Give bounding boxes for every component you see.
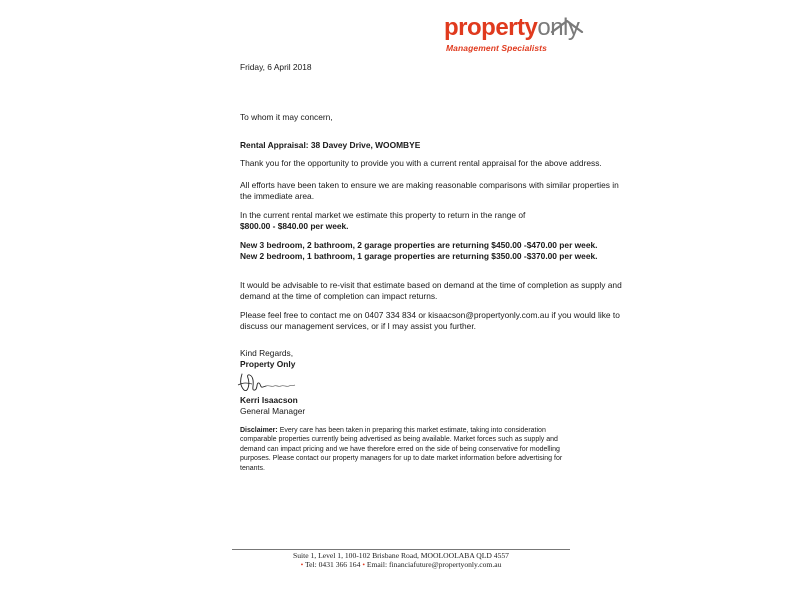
- footer-divider: [232, 549, 570, 550]
- house-roof-icon: [550, 19, 584, 33]
- handwritten-signature: [236, 370, 298, 394]
- disclaimer-label: Disclaimer:: [240, 427, 278, 434]
- letter-date: Friday, 6 April 2018: [240, 62, 312, 72]
- disclaimer-text: Every care has been taken in preparing this market estimate, taking into consideration comparable properties currently being advertised as being available. Market forces such as supply and demand can impact pricing and we have therefore erred on the side of being conservative for modelling purposes. Please contact our property managers for up to date market information before advertising for tenants.: [240, 427, 563, 472]
- paragraph-thanks: Thank you for the opportunity to provide you with a current rental appraisal for the above address.: [240, 158, 602, 168]
- signer-title: General Manager: [240, 406, 306, 416]
- paragraph-revisit-line2: demand at the time of completion can impact returns.: [240, 291, 438, 301]
- footer-bullet-2: •: [362, 560, 365, 569]
- closing: Kind Regards,: [240, 348, 294, 358]
- paragraph-contact-line1: Please feel free to contact me on 0407 334 834 or kisaacson@propertyonly.com.au if you would like to: [240, 310, 620, 320]
- footer-email: Email: financiafuture@propertyonly.com.au: [366, 560, 502, 569]
- footer-address: Suite 1, Level 1, 100-102 Brisbane Road, MOOLOOLABA QLD 4557: [293, 551, 509, 560]
- paragraph-estimate: In the current rental market we estimate this property to return in the range of: [240, 210, 526, 220]
- letter-salutation: To whom it may concern,: [240, 112, 333, 122]
- logo-word-only: only: [537, 14, 580, 41]
- comparison-2-bedroom: New 2 bedroom, 1 bathroom, 1 garage properties are returning $350.00 -$370.00 per week.: [240, 251, 598, 261]
- closing-company: Property Only: [240, 359, 296, 369]
- rental-range: $800.00 - $840.00 per week.: [240, 221, 349, 231]
- footer-bullet-1: •: [300, 560, 304, 569]
- logo-tagline: Management Specialists: [446, 43, 547, 53]
- footer-contact: [232, 560, 570, 570]
- paragraph-contact-line2: discuss our management services, or if I may assist you further.: [240, 321, 476, 331]
- paragraph-efforts-line2: the immediate area.: [240, 191, 315, 201]
- disclaimer: [240, 426, 570, 473]
- logo-word-property: property: [444, 14, 538, 41]
- footer-tel: Tel: 0431 366 164: [305, 560, 361, 569]
- paragraph-efforts-line1: All efforts have been taken to ensure we are making reasonable comparisons with similar properties in: [240, 180, 619, 190]
- paragraph-revisit-line1: It would be advisable to re-visit that estimate based on demand at the time of completion as supply and: [240, 280, 622, 290]
- letter-subject: Rental Appraisal: 38 Davey Drive, WOOMBYE: [240, 140, 421, 150]
- comparison-3-bedroom: New 3 bedroom, 2 bathroom, 2 garage properties are returning $450.00 -$470.00 per week.: [240, 240, 598, 250]
- signer-name: Kerri Isaacson: [240, 395, 298, 405]
- company-logo: [444, 14, 594, 54]
